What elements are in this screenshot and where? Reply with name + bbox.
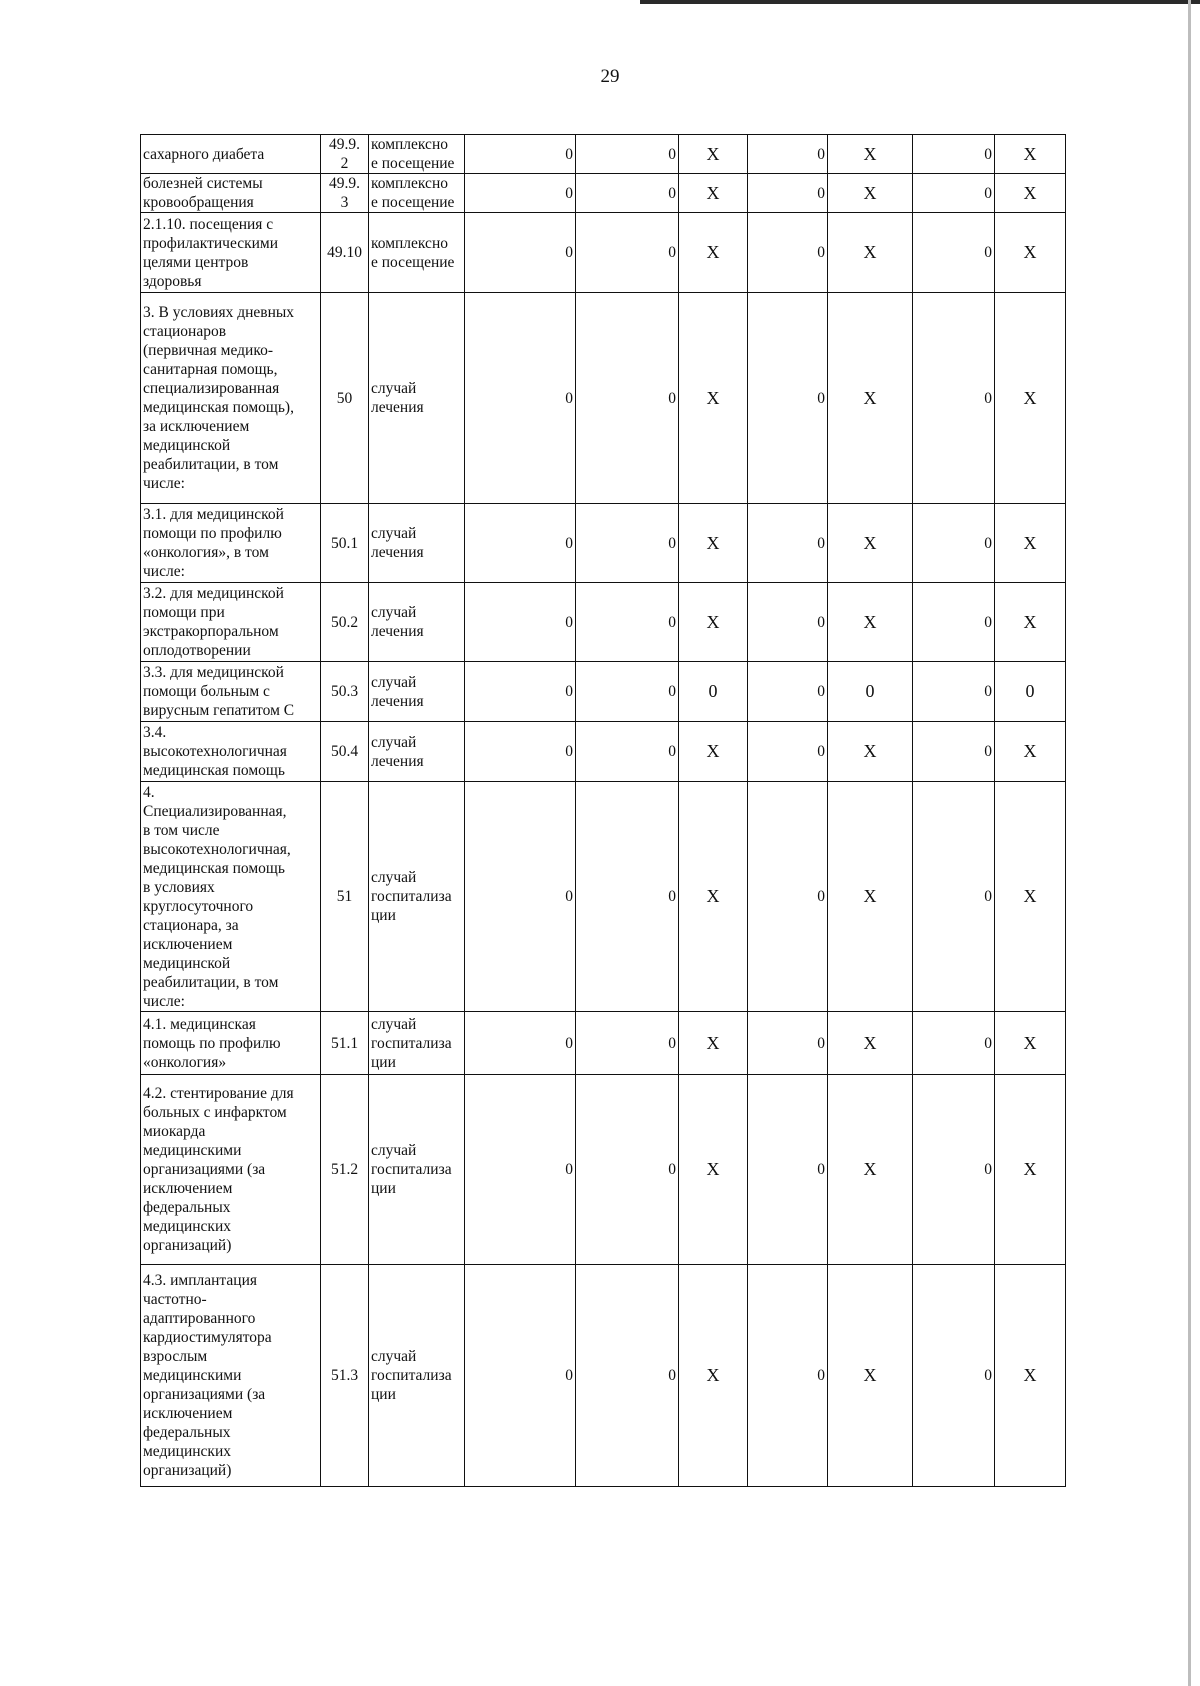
table-row — [141, 1075, 1066, 1265]
cell-v1: 0 — [465, 662, 576, 722]
cell-v6: 0 — [913, 662, 995, 722]
cell-v3: Х — [679, 1012, 748, 1075]
cell-v2: 0 — [576, 1265, 679, 1487]
cell-v6: 0 — [913, 1012, 995, 1075]
cell-name: сахарного диабета — [141, 135, 321, 174]
cell-v7: Х — [995, 1012, 1066, 1075]
cell-unit: случай лечения — [369, 504, 465, 583]
cell-unit: случай лечения — [369, 722, 465, 782]
cell-name: 3.4. высокотехнологичная медицинская помощь — [141, 722, 321, 782]
cell-v7: Х — [995, 782, 1066, 1012]
cell-v1: 0 — [465, 213, 576, 293]
cell-name: болезней системы кровообращения — [141, 174, 321, 213]
cell-v1: 0 — [465, 1075, 576, 1265]
cell-name: 4. Специализированная, в том числе высокотехнологичная, медицинская помощь в условиях круглосуточного стационара, за исключением медицинской реабилитации, в том числе: — [141, 782, 321, 1012]
cell-v6: 0 — [913, 583, 995, 662]
cell-v3: Х — [679, 583, 748, 662]
cell-v7: Х — [995, 135, 1066, 174]
cell-v2: 0 — [576, 213, 679, 293]
cell-v1: 0 — [465, 504, 576, 583]
cell-v6: 0 — [913, 1265, 995, 1487]
cell-code: 50.4 — [321, 722, 369, 782]
cell-v5: Х — [828, 722, 913, 782]
cell-v1: 0 — [465, 135, 576, 174]
scan-edge-right — [1188, 0, 1191, 1686]
table-row — [141, 213, 1066, 293]
cell-v2: 0 — [576, 504, 679, 583]
cell-v2: 0 — [576, 135, 679, 174]
cell-v7: Х — [995, 213, 1066, 293]
cell-v5: Х — [828, 1075, 913, 1265]
cell-v4: 0 — [748, 782, 828, 1012]
cell-v1: 0 — [465, 293, 576, 504]
cell-v5: 0 — [828, 662, 913, 722]
cell-v4: 0 — [748, 135, 828, 174]
table-row — [141, 1265, 1066, 1487]
cell-v5: Х — [828, 293, 913, 504]
cell-v3: Х — [679, 504, 748, 583]
cell-code: 50.1 — [321, 504, 369, 583]
table-row — [141, 293, 1066, 504]
cell-v3: Х — [679, 722, 748, 782]
cell-v5: Х — [828, 504, 913, 583]
cell-v1: 0 — [465, 1265, 576, 1487]
cell-v6: 0 — [913, 782, 995, 1012]
table-row — [141, 583, 1066, 662]
cell-v6: 0 — [913, 174, 995, 213]
cell-v4: 0 — [748, 1265, 828, 1487]
page-number: 29 — [600, 66, 620, 87]
cell-unit: комплексно е посещение — [369, 174, 465, 213]
cell-v5: Х — [828, 1265, 913, 1487]
cell-v6: 0 — [913, 722, 995, 782]
cell-v3: 0 — [679, 662, 748, 722]
cell-code: 50 — [321, 293, 369, 504]
cell-v5: Х — [828, 583, 913, 662]
table-row — [141, 135, 1066, 174]
cell-name: 3.1. для медицинской помощи по профилю «онкология», в том числе: — [141, 504, 321, 583]
cell-name: 4.1. медицинская помощь по профилю «онкология» — [141, 1012, 321, 1075]
cell-unit: случай лечения — [369, 662, 465, 722]
cell-v7: Х — [995, 174, 1066, 213]
cell-code: 49.9. 3 — [321, 174, 369, 213]
cell-code: 51.1 — [321, 1012, 369, 1075]
cell-v3: Х — [679, 174, 748, 213]
cell-unit: комплексно е посещение — [369, 213, 465, 293]
cell-name: 4.2. стентирование для больных с инфарктом миокарда медицинскими организациями (за исключением федеральных медицинских организаций) — [141, 1075, 321, 1265]
cell-code: 49.10 — [321, 213, 369, 293]
cell-v5: Х — [828, 174, 913, 213]
scan-edge-top — [640, 0, 1200, 4]
cell-v7: Х — [995, 583, 1066, 662]
cell-v4: 0 — [748, 174, 828, 213]
cell-unit: случай лечения — [369, 583, 465, 662]
cell-v3: Х — [679, 1265, 748, 1487]
table-row — [141, 782, 1066, 1012]
cell-v3: Х — [679, 293, 748, 504]
cell-v4: 0 — [748, 662, 828, 722]
cell-v5: Х — [828, 135, 913, 174]
cell-v7: Х — [995, 722, 1066, 782]
cell-v4: 0 — [748, 1075, 828, 1265]
cell-v4: 0 — [748, 293, 828, 504]
cell-v5: Х — [828, 782, 913, 1012]
cell-v5: Х — [828, 213, 913, 293]
cell-v4: 0 — [748, 504, 828, 583]
cell-unit: случай госпитализа ции — [369, 782, 465, 1012]
cell-name: 2.1.10. посещения с профилактическими целями центров здоровья — [141, 213, 321, 293]
cell-v6: 0 — [913, 213, 995, 293]
cell-v6: 0 — [913, 1075, 995, 1265]
cell-v2: 0 — [576, 583, 679, 662]
cell-v4: 0 — [748, 583, 828, 662]
cell-v7: Х — [995, 1265, 1066, 1487]
table-row — [141, 174, 1066, 213]
cell-v4: 0 — [748, 722, 828, 782]
cell-v2: 0 — [576, 782, 679, 1012]
cell-code: 50.2 — [321, 583, 369, 662]
table-row — [141, 722, 1066, 782]
table-row — [141, 504, 1066, 583]
cell-code: 51.3 — [321, 1265, 369, 1487]
cell-code: 51 — [321, 782, 369, 1012]
cell-name: 3.3. для медицинской помощи больным с вирусным гепатитом С — [141, 662, 321, 722]
cell-v2: 0 — [576, 293, 679, 504]
cell-v3: Х — [679, 135, 748, 174]
cell-v3: Х — [679, 782, 748, 1012]
cell-name: 4.3. имплантация частотно- адаптированного кардиостимулятора взрослым медицинскими организациями (за исключением федеральных медицинских организаций) — [141, 1265, 321, 1487]
cell-code: 49.9. 2 — [321, 135, 369, 174]
cell-v2: 0 — [576, 1075, 679, 1265]
cell-v1: 0 — [465, 782, 576, 1012]
cell-v3: Х — [679, 213, 748, 293]
cell-v3: Х — [679, 1075, 748, 1265]
cell-v1: 0 — [465, 722, 576, 782]
cell-name: 3.2. для медицинской помощи при экстракорпоральном оплодотворении — [141, 583, 321, 662]
cell-name: 3. В условиях дневных стационаров (первичная медико- санитарная помощь, специализированная медицинская помощь), за исключением медицинской реабилитации, в том числе: — [141, 293, 321, 504]
cell-code: 50.3 — [321, 662, 369, 722]
table-row — [141, 662, 1066, 722]
cell-v7: Х — [995, 504, 1066, 583]
cell-v6: 0 — [913, 293, 995, 504]
cell-v4: 0 — [748, 1012, 828, 1075]
cell-v1: 0 — [465, 583, 576, 662]
cell-v1: 0 — [465, 1012, 576, 1075]
cell-v2: 0 — [576, 722, 679, 782]
cell-v1: 0 — [465, 174, 576, 213]
cell-v4: 0 — [748, 213, 828, 293]
cell-v5: Х — [828, 1012, 913, 1075]
cell-v7: 0 — [995, 662, 1066, 722]
cell-v7: Х — [995, 293, 1066, 504]
table-row — [141, 1012, 1066, 1075]
cell-v6: 0 — [913, 135, 995, 174]
cell-unit: случай госпитализа ции — [369, 1075, 465, 1265]
cell-v2: 0 — [576, 662, 679, 722]
cell-v6: 0 — [913, 504, 995, 583]
cell-unit: случай госпитализа ции — [369, 1012, 465, 1075]
cell-v2: 0 — [576, 174, 679, 213]
cell-code: 51.2 — [321, 1075, 369, 1265]
cell-unit: случай лечения — [369, 293, 465, 504]
data-table — [140, 134, 1066, 1487]
cell-unit: случай госпитализа ции — [369, 1265, 465, 1487]
table-body — [141, 135, 1066, 1487]
cell-v2: 0 — [576, 1012, 679, 1075]
cell-unit: комплексно е посещение — [369, 135, 465, 174]
cell-v7: Х — [995, 1075, 1066, 1265]
